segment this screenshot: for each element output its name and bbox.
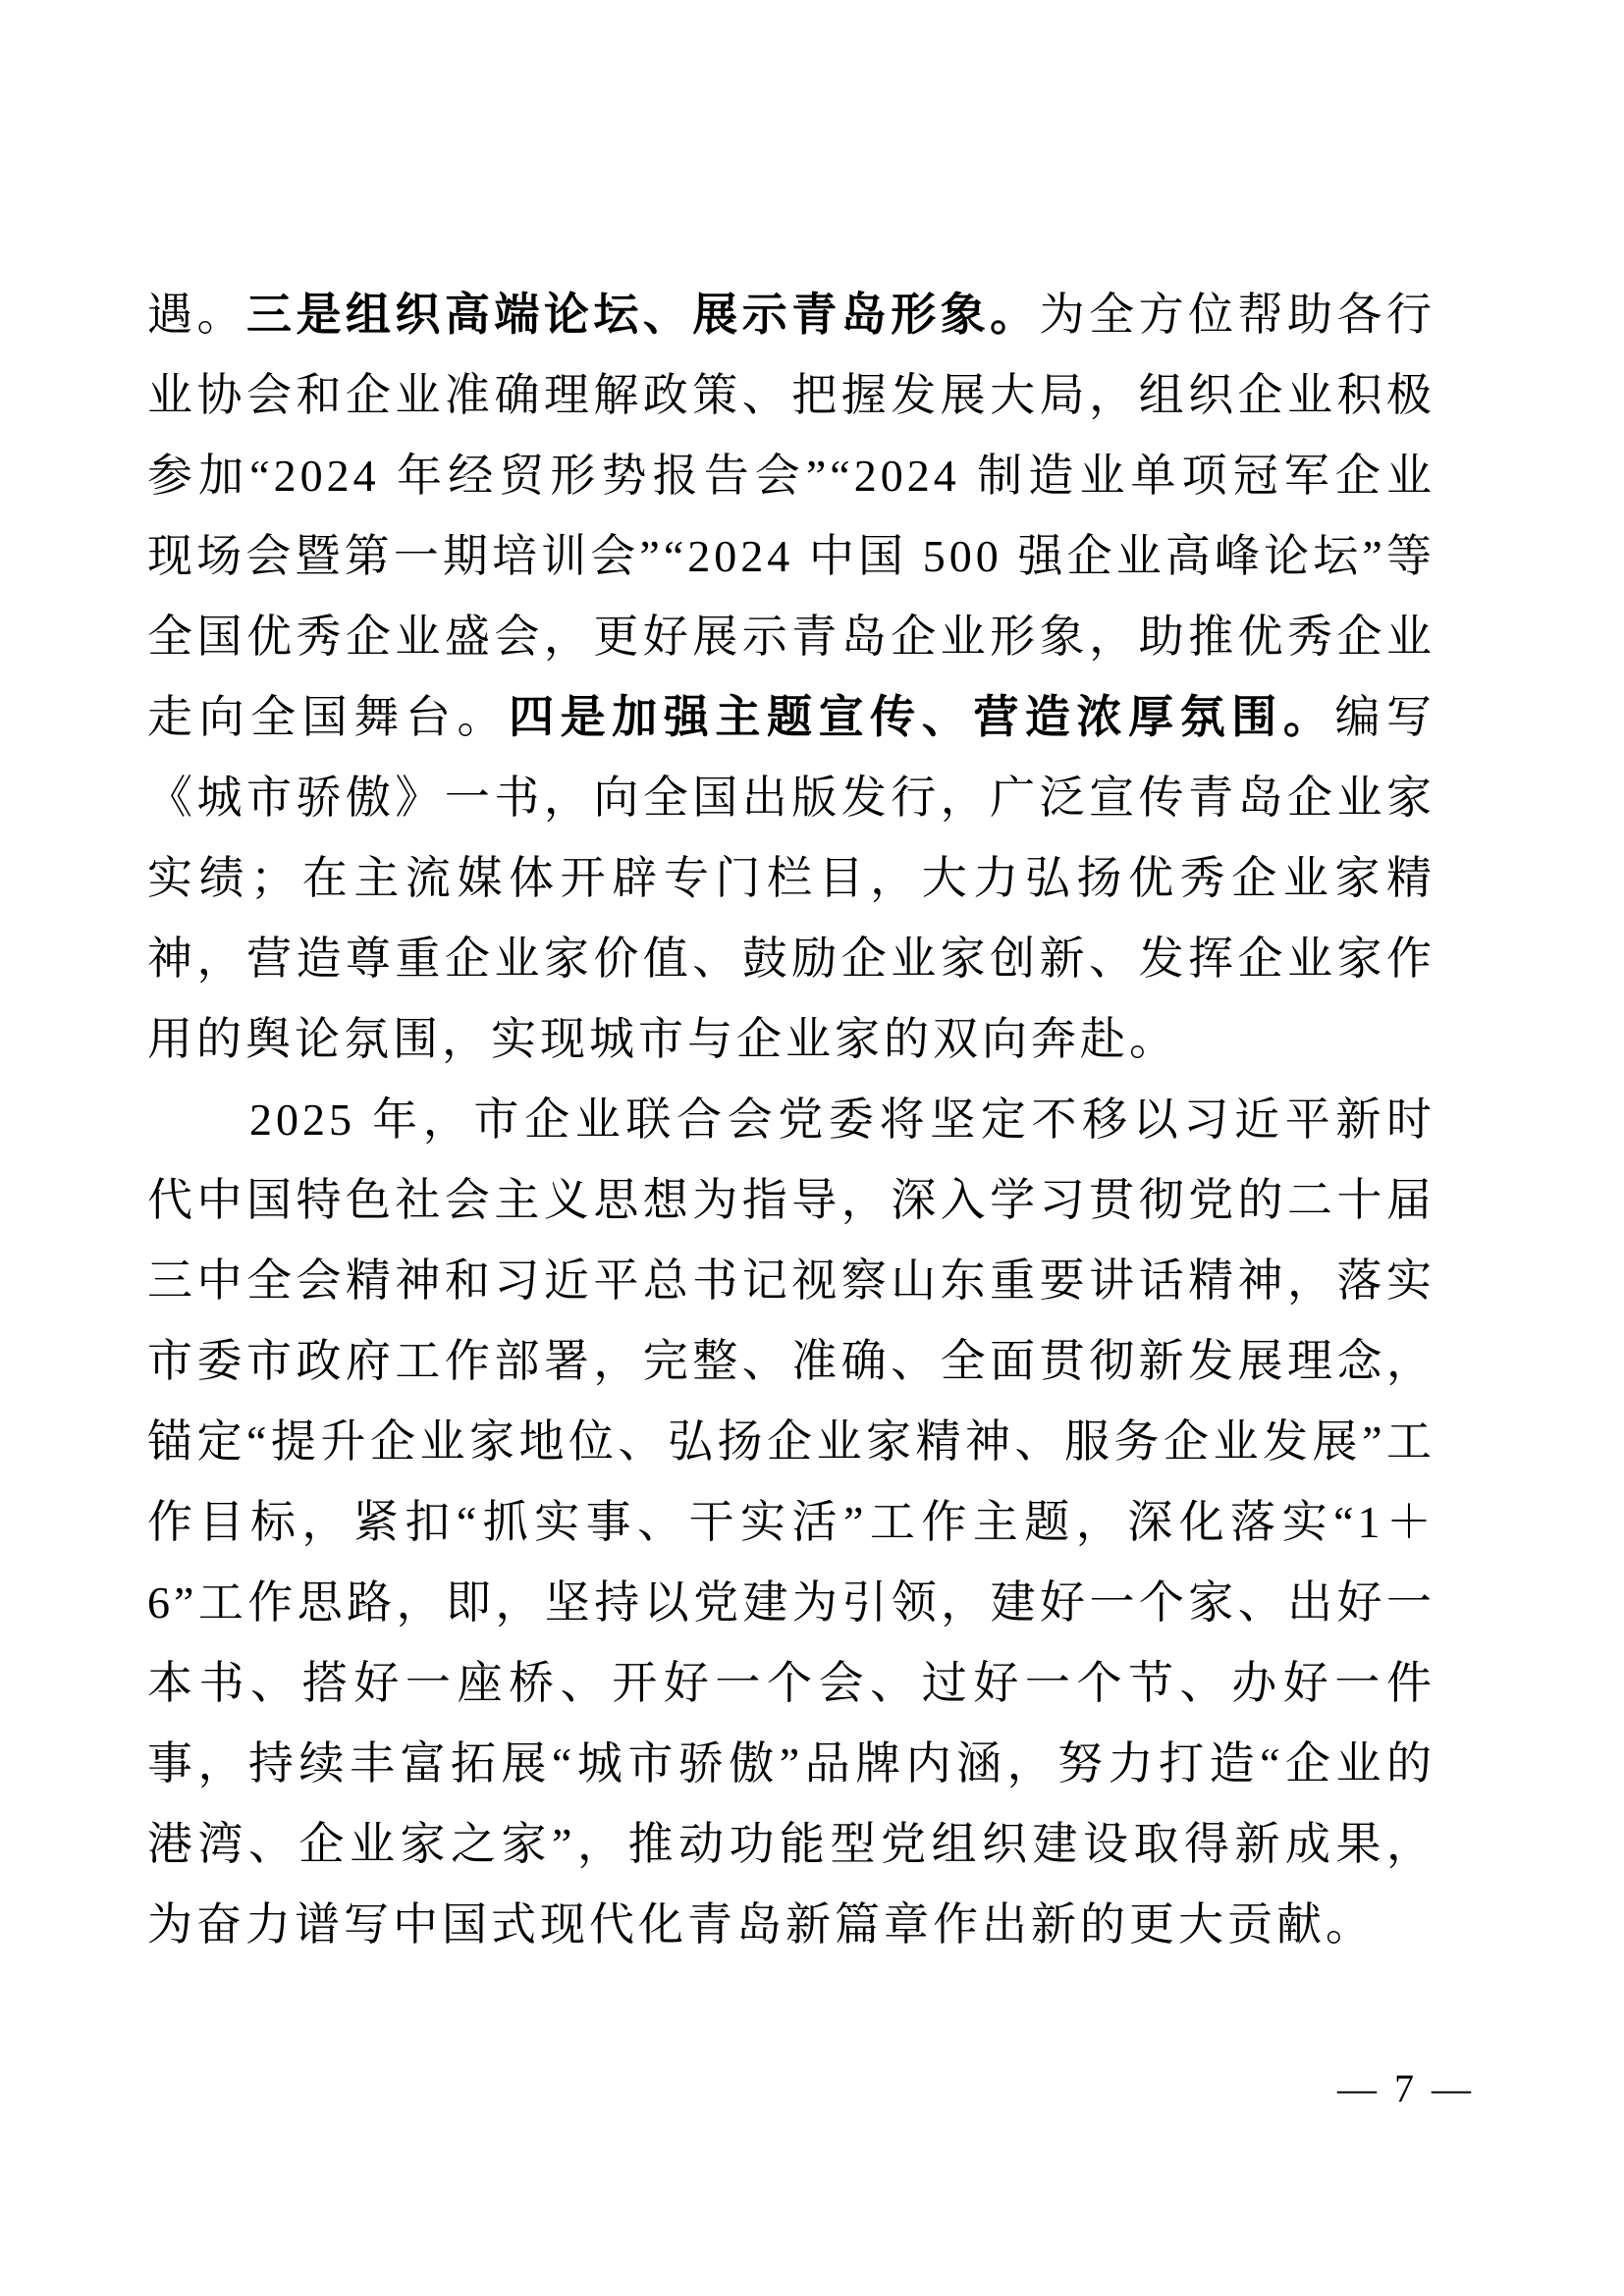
text-run: 编写《城市骄傲》一书，向全国出版发行，广泛宣传青岛企业家实绩；在主流媒体开辟专门栏目，大力弘扬优秀企业家精神，营造尊重企业家价值、鼓励企业家创新、发挥企业家作用的舆论氛围，实现城市与企业家的双向奔赴。 bbox=[147, 692, 1436, 1064]
paragraph bbox=[147, 1080, 1435, 1965]
text-run-bold: 三是组织高端论坛、展示青岛形象。 bbox=[245, 290, 1040, 340]
page-footer bbox=[1337, 2065, 1475, 2111]
page-number: — 7 — bbox=[1337, 2066, 1475, 2110]
text-run: 为全方位帮助各行业协会和企业准确理解政策、把握发展大局，组织企业积极参加“2024 年经贸形势报告会”“2024 制造业单项冠军企业现场会暨第一期培训会”“2024 中国 500 强企业高峰论坛”等全国优秀企业盛会，更好展示青岛企业形象，助推优秀企业走向全国舞台。 bbox=[147, 290, 1436, 742]
text-run: 遇。 bbox=[147, 290, 246, 340]
text-run: 2025 年，市企业联合会党委将坚定不移以习近平新时代中国特色社会主义思想为指导，深入学习贯彻党的二十届三中全会精神和习近平总书记视察山东重要讲话精神，落实市委市政府工作部署，完整、准确、全面贯彻新发展理念，锚定“提升企业家地位、弘扬企业家精神、服务企业发展”工作目标，紧扣“抓实事、干实活”工作主题，深化落实“1＋6”工作思路，即，坚持以党建为引领，建好一个家、出好一本书、搭好一座桥、开好一个会、过好一个节、办好一件事，持续丰富拓展“城市骄傲”品牌内涵，努力打造“企业的港湾、企业家之家”，推动功能型党组织建设取得新成果，为奋力谱写中国式现代化青岛新篇章作出新的更大贡献。 bbox=[147, 1095, 1435, 1949]
document-body bbox=[147, 275, 1435, 1965]
paragraph bbox=[147, 275, 1435, 1080]
text-run-bold: 四是加强主题宣传、营造浓厚氛围。 bbox=[509, 692, 1335, 742]
